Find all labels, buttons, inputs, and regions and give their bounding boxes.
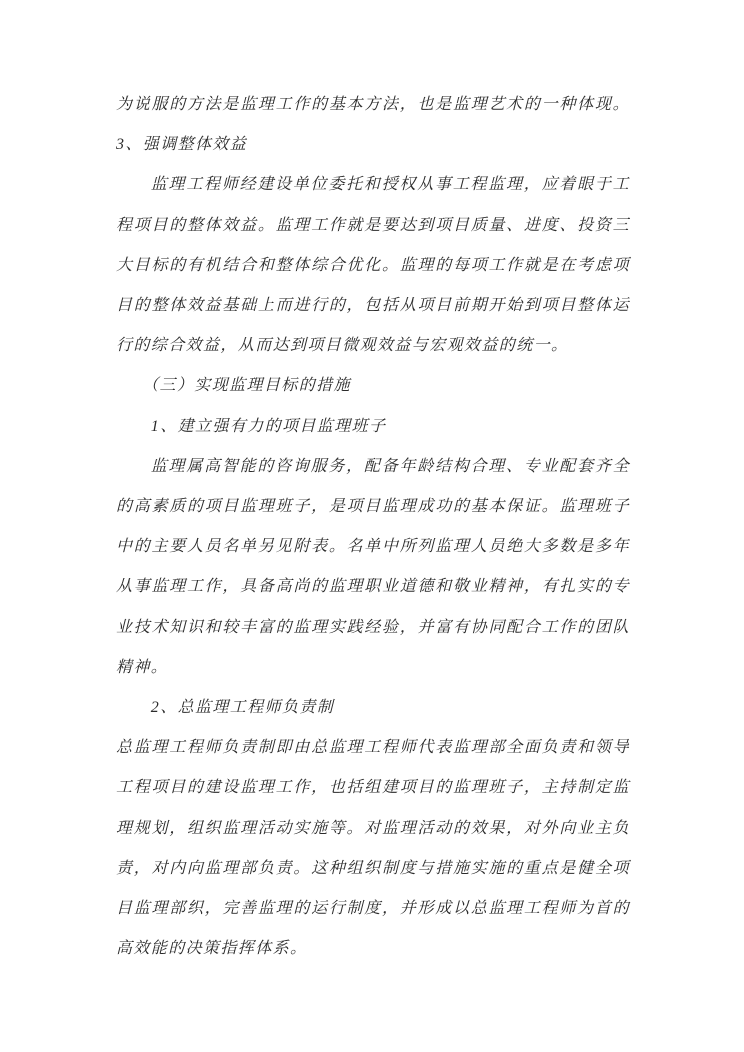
heading-line: 1、建立强有力的项目监理班子 [150,417,387,435]
text-line: 为说服的方法是监理工作的基本方法，也是监理艺术的一种体现。 [116,96,630,113]
document-text-block [116,85,630,969]
text-line: 目的整体效益基础上而进行的，包括从项目前期开始到项目整体运 [116,297,630,315]
text-line: 工程项目的建设监理工作，也括组建项目的监理班子，主持制定监 [116,779,630,797]
heading-line: 3、强调整体效益 [116,136,248,154]
text-line: 行的综合效益，从而达到项目微观效益与宏观效益的统一。 [116,337,569,355]
text-line: 责，对内向监理部负责。这种组织制度与措施实施的重点是健全项 [116,859,630,877]
text-line: 大目标的有机结合和整体综合优化。监理的每项工作就是在考虑项 [116,256,630,274]
text-line: 目监理部织，完善监理的运行制度，并形成以总监理工程师为首的 [116,900,630,918]
text-line: 的高素质的项目监理班子，是项目监理成功的基本保证。监理班子 [116,498,630,516]
heading-line: （三）实现监理目标的措施 [142,377,351,395]
text-line: 程项目的整体效益。监理工作就是要达到项目质量、进度、投资三 [116,216,630,234]
heading-line: 2、总监理工程师负责制 [150,699,335,717]
text-line: 中的主要人员名单另见附表。名单中所列监理人员绝大多数是多年 [116,538,630,556]
text-line: 精神。 [116,658,169,676]
text-line: 总监理工程师负责制即由总监理工程师代表监理部全面负责和领导 [116,739,630,757]
text-line: 监理属高智能的咨询服务，配备年龄结构合理、专业配套齐全 [150,457,630,475]
text-line: 从事监理工作，具备高尚的监理职业道德和敬业精神，有扎实的专 [116,578,630,596]
text-line: 高效能的决策指挥体系。 [116,940,308,958]
text-line: 业技术知识和较丰富的监理实践经验，并富有协同配合工作的团队 [116,618,630,636]
text-line: 理规划，组织监理活动实施等。对监理活动的效果，对外向业主负 [116,819,630,837]
text-line: 监理工程师经建设单位委托和授权从事工程监理，应着眼于工 [150,176,630,194]
